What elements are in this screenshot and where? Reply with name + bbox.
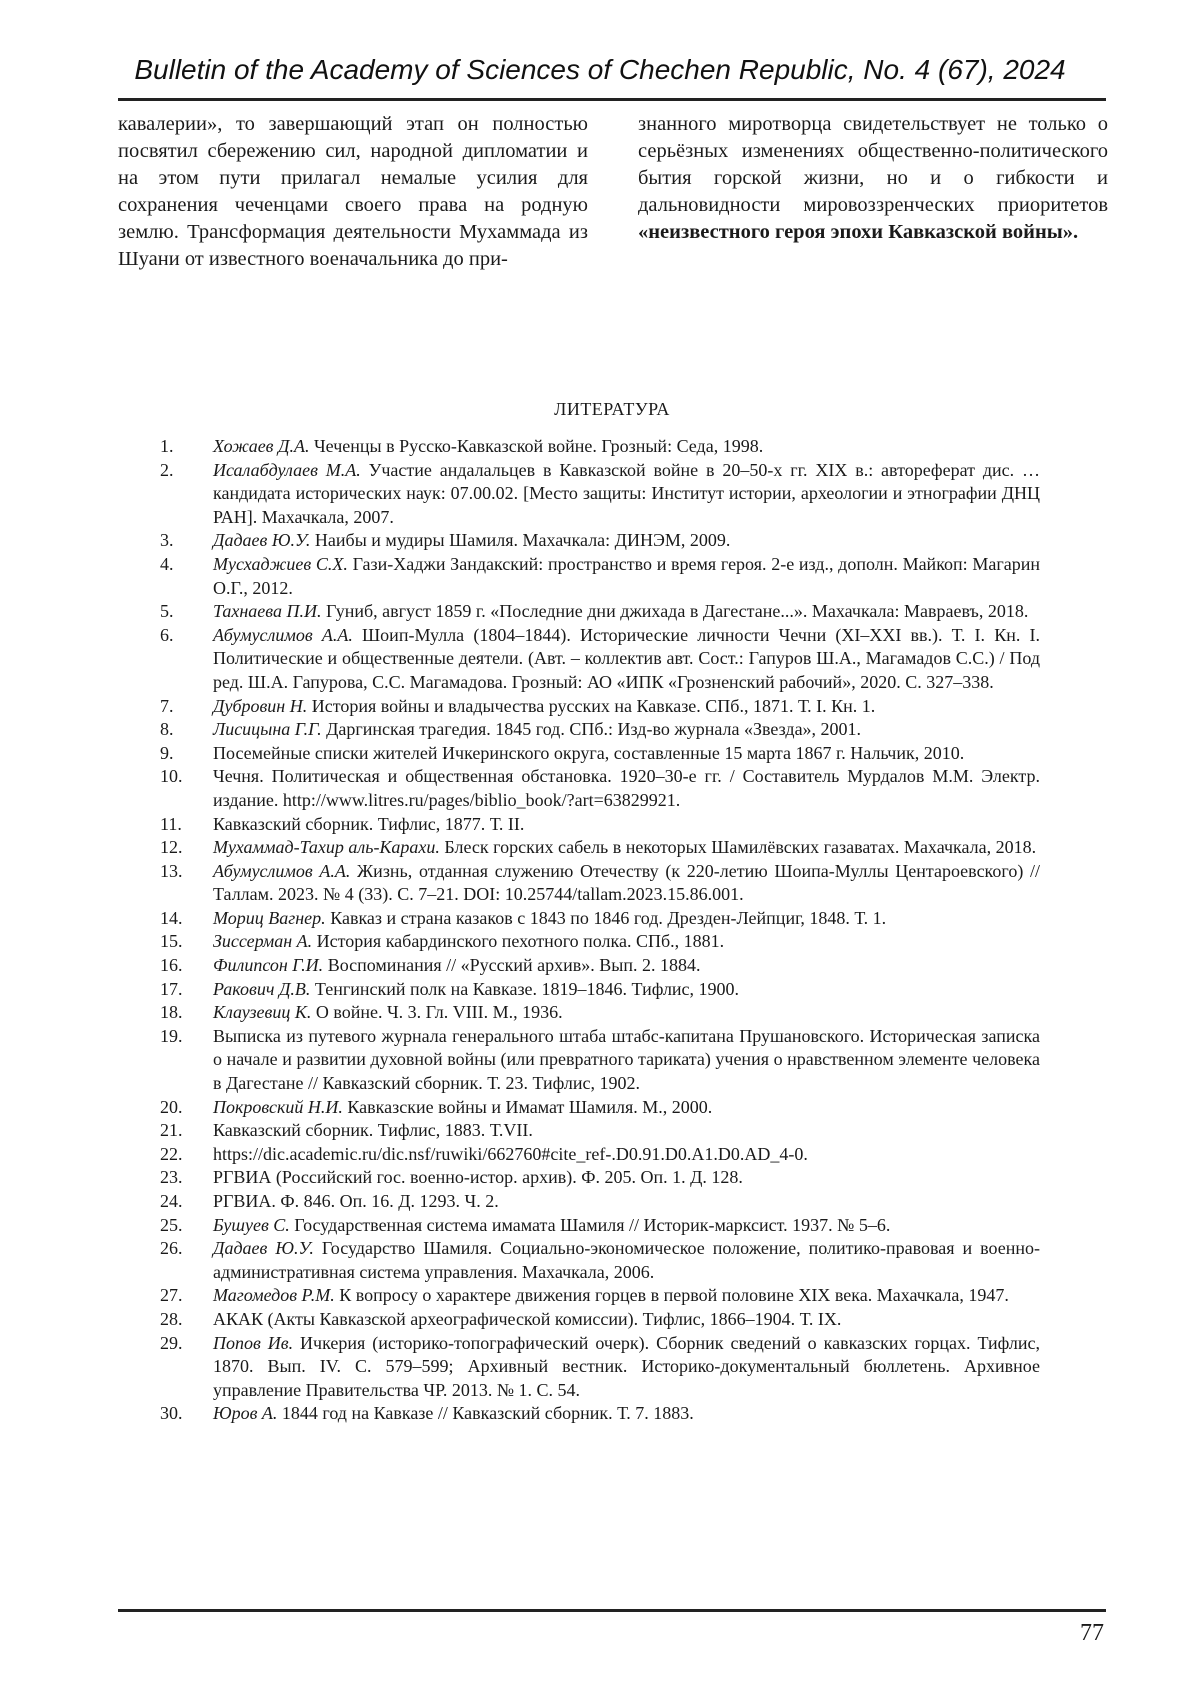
body-column-left: кавалерии», то завершающий этап он полностью посвятил сбережению сил, народной дипломатии и на этом пути прилагал немалые усилия для сохранения чеченцами своего права на родную землю. Трансформация деятельности Мухаммада из Шуани от известного военачальника до при- xyxy=(118,113,588,270)
reference-item xyxy=(160,836,1040,860)
reference-item xyxy=(160,907,1040,931)
reference-item xyxy=(160,718,1040,742)
reference-citation: Государственная система имамата Шамиля // Историк-марксист. 1937. № 5–6. xyxy=(289,1214,891,1235)
body-text-columns xyxy=(118,111,1108,273)
reference-text xyxy=(213,529,1040,553)
reference-citation: К вопросу о характере движения горцев в первой половине XIX века. Махачкала, 1947. xyxy=(334,1285,1009,1306)
header-rule xyxy=(118,98,1106,101)
reference-text xyxy=(213,765,1040,812)
reference-number: 8. xyxy=(160,719,174,740)
reference-text xyxy=(213,553,1040,600)
reference-text xyxy=(213,459,1040,530)
reference-item xyxy=(160,978,1040,1002)
reference-text xyxy=(213,1143,1040,1167)
reference-text xyxy=(213,860,1040,907)
reference-author: Дадаев Ю.У. xyxy=(213,1238,314,1259)
reference-item xyxy=(160,813,1040,837)
reference-item xyxy=(160,435,1040,459)
reference-number: 29. xyxy=(160,1332,183,1353)
reference-number: 15. xyxy=(160,931,183,952)
body-column-right xyxy=(638,111,1108,273)
reference-number: 22. xyxy=(160,1143,183,1164)
reference-citation: История кабардинского пехотного полка. СПб., 1881. xyxy=(312,931,725,952)
reference-item xyxy=(160,930,1040,954)
reference-item xyxy=(160,765,1040,812)
reference-item xyxy=(160,1001,1040,1025)
reference-item xyxy=(160,1166,1040,1190)
reference-author: Абумуслимов А.А. xyxy=(213,860,351,881)
reference-number: 7. xyxy=(160,695,174,716)
reference-author: Мухаммад-Тахир аль-Карахи. xyxy=(213,837,440,858)
reference-author: Ракович Д.В. xyxy=(213,978,311,999)
reference-item xyxy=(160,954,1040,978)
reference-author: Лисицына Г.Г. xyxy=(213,719,322,740)
reference-text xyxy=(213,1119,1040,1143)
reference-author: Покровский Н.И. xyxy=(213,1096,343,1117)
reference-text xyxy=(213,742,1040,766)
reference-citation: 1844 год на Кавказе // Кавказский сборник. Т. 7. 1883. xyxy=(277,1403,694,1424)
reference-item xyxy=(160,1332,1040,1403)
reference-citation: Шоип-Мулла (1804–1844). Исторические личности Чечни (XI–XXI вв.). Т. I. Кн. I. Политические и общественные деятели. (Авт. – коллектив авт. Сост.: Гапуров Ш.А., Магамадов С.С.) / Под ред. Ш.А. Гапурова, С.С. Магамадова. Грозный: АО «ИПК «Грозненский рабочий», 2020. С. 327–338. xyxy=(213,624,1041,692)
reference-author: Исалабдулаев М.А. xyxy=(213,459,361,480)
reference-citation: История войны и владычества русских на Кавказе. СПб., 1871. Т. I. Кн. 1. xyxy=(307,695,876,716)
reference-text xyxy=(213,1190,1040,1214)
reference-number: 14. xyxy=(160,907,183,928)
reference-item xyxy=(160,1402,1040,1426)
footer-rule xyxy=(118,1609,1106,1612)
reference-author: Филипсон Г.И. xyxy=(213,955,324,976)
body-column-right-text: знанного миротворца свидетельствует не только о серьёзных изменениях общественно-политического бытия горской жизни, но и о гибкости и дальновидности мировоззренческих приоритетов xyxy=(638,113,1108,216)
reference-author: Абумуслимов А.А. xyxy=(213,624,353,645)
reference-item xyxy=(160,1025,1040,1096)
reference-item xyxy=(160,1237,1040,1284)
reference-citation: Даргинская трагедия. 1845 год. СПб.: Изд-во журнала «Звезда», 2001. xyxy=(321,719,862,740)
reference-number: 6. xyxy=(160,624,174,645)
reference-citation: Выписка из путевого журнала генерального штаба штабс-капитана Прушановского. Историческая записка о начале и развитии духовной войны (или превратного тариката) учения о нравственном элементе человека в Дагестане // Кавказский сборник. Т. 23. Тифлис, 1902. xyxy=(213,1025,1040,1094)
reference-item xyxy=(160,600,1040,624)
reference-text xyxy=(213,600,1040,624)
reference-text xyxy=(213,695,1040,719)
reference-citation: Гази-Хаджи Зандакский: пространство и время героя. 2-е изд., дополн. Майкоп: Магарин О.Г., 2012. xyxy=(213,553,1041,598)
reference-text xyxy=(213,954,1040,978)
reference-text xyxy=(213,978,1040,1002)
reference-author: Тахнаева П.И. xyxy=(213,601,322,622)
reference-number: 26. xyxy=(160,1238,183,1259)
reference-citation: Участие андалальцев в Кавказской войне в 20–50-х гг. XIX в.: автореферат дис. …кандидата исторических наук: 07.00.02. [Место защиты: Институт истории, археологии и этнографии ДНЦ РАН]. Махачкала, 2007. xyxy=(213,459,1040,527)
page-number: 77 xyxy=(1080,1620,1104,1646)
reference-author: Магомедов Р.М. xyxy=(213,1285,335,1306)
reference-citation: Жизнь, отданная служению Отечеству (к 220-летию Шоипа-Муллы Центароевского) // Таллам. 2023. № 4 (33). С. 7–21. DOI: 10.25744/tallam.2023.15.86.001. xyxy=(213,860,1040,905)
reference-text xyxy=(213,718,1040,742)
reference-text xyxy=(213,1402,1040,1426)
reference-text xyxy=(213,930,1040,954)
reference-item xyxy=(160,1190,1040,1214)
reference-citation: АКАК (Акты Кавказской археографической комиссии). Тифлис, 1866–1904. Т. IX. xyxy=(213,1308,842,1329)
reference-number: 23. xyxy=(160,1167,183,1188)
reference-author: Бушуев С. xyxy=(213,1214,290,1235)
reference-number: 11. xyxy=(160,813,182,834)
reference-citation: Государство Шамиля. Социально-экономическое положение, политико-правовая и военно-административная система управления. Махачкала, 2006. xyxy=(213,1238,1040,1282)
reference-text xyxy=(213,1214,1040,1238)
reference-text xyxy=(213,1332,1040,1403)
reference-number: 3. xyxy=(160,530,174,551)
reference-item xyxy=(160,624,1040,695)
body-column-right-emphasis: «неизвестного героя эпохи Кавказской войны». xyxy=(638,221,1079,243)
reference-text xyxy=(213,1001,1040,1025)
reference-citation: Чечня. Политическая и общественная обстановка. 1920–30-е гг. / Составитель Мурдалов М.М. Электр. издание. http://www.litres.ru/pages/biblio_book/?art=63829921. xyxy=(213,766,1040,810)
reference-number: 20. xyxy=(160,1096,183,1117)
reference-citation: РГВИА. Ф. 846. Оп. 16. Д. 1293. Ч. 2. xyxy=(213,1191,499,1211)
reference-author: Попов Ив. xyxy=(213,1332,294,1353)
references-list xyxy=(160,435,1040,1426)
reference-text xyxy=(213,1284,1040,1308)
reference-number: 5. xyxy=(160,601,174,622)
reference-author: Дадаев Ю.У. xyxy=(213,530,311,551)
reference-citation: Ичкерия (историко-топографический очерк). Сборник сведений о кавказских горцах. Тифлис, 1870. Вып. IV. С. 579–599; Архивный вестник. Историко-документальный бюллетень. Архивное управление Правительства ЧР. 2013. № 1. С. 54. xyxy=(213,1332,1040,1400)
reference-number: 2. xyxy=(160,459,174,480)
reference-citation: Чеченцы в Русско-Кавказской войне. Грозный: Седа, 1998. xyxy=(309,436,764,456)
reference-author: Клаузевиц К. xyxy=(213,1002,312,1023)
reference-citation: Кавказ и страна казаков с 1843 по 1846 год. Дрезден-Лейпциг, 1848. Т. 1. xyxy=(325,907,887,928)
reference-item xyxy=(160,1096,1040,1120)
reference-item xyxy=(160,695,1040,719)
reference-number: 1. xyxy=(160,436,174,456)
reference-citation: Кавказский сборник. Тифлис, 1877. Т. II. xyxy=(213,813,525,834)
reference-text xyxy=(213,1308,1040,1332)
reference-number: 17. xyxy=(160,978,183,999)
reference-item xyxy=(160,860,1040,907)
reference-citation: Наибы и мудиры Шамиля. Махачкала: ДИНЭМ, 2009. xyxy=(310,530,731,551)
reference-number: 19. xyxy=(160,1025,183,1046)
reference-author: Мориц Вагнер. xyxy=(213,907,326,928)
reference-author: Хожаев Д.А. xyxy=(213,436,310,456)
reference-text xyxy=(213,435,1040,459)
reference-author: Мусхаджиев С.Х. xyxy=(213,553,348,574)
reference-citation: Кавказский сборник. Тифлис, 1883. Т.VII. xyxy=(213,1120,533,1141)
reference-text xyxy=(213,1025,1040,1096)
reference-number: 28. xyxy=(160,1308,183,1329)
reference-text xyxy=(213,907,1040,931)
reference-citation: Гуниб, август 1859 г. «Последние дни джихада в Дагестане...». Махачкала: Мавраевъ, 2018. xyxy=(321,601,1029,622)
references-heading: ЛИТЕРАТУРА xyxy=(554,399,670,419)
reference-item xyxy=(160,1119,1040,1143)
reference-item xyxy=(160,1143,1040,1167)
reference-number: 27. xyxy=(160,1285,183,1306)
reference-citation: https://dic.academic.ru/dic.nsf/ruwiki/662760#cite_ref-.D0.91.D0.A1.D0.AD_4-0. xyxy=(213,1143,808,1164)
reference-text xyxy=(213,1166,1040,1190)
reference-number: 12. xyxy=(160,837,183,858)
reference-text xyxy=(213,1237,1040,1284)
reference-number: 21. xyxy=(160,1120,183,1141)
reference-number: 16. xyxy=(160,955,183,976)
reference-number: 25. xyxy=(160,1214,183,1235)
reference-item xyxy=(160,1308,1040,1332)
reference-citation: Блеск горских сабель в некоторых Шамилёвских газаватах. Махачкала, 2018. xyxy=(439,837,1037,858)
reference-item xyxy=(160,459,1040,530)
reference-number: 4. xyxy=(160,553,174,574)
reference-author: Дубровин Н. xyxy=(213,695,308,716)
reference-text xyxy=(213,624,1040,695)
reference-item xyxy=(160,742,1040,766)
reference-number: 18. xyxy=(160,1002,183,1023)
reference-citation: Посемейные списки жителей Ичкеринского округа, составленные 15 марта 1867 г. Нальчик, 2010. xyxy=(213,742,965,763)
reference-number: 13. xyxy=(160,860,183,881)
reference-number: 10. xyxy=(160,766,183,787)
reference-item xyxy=(160,553,1040,600)
reference-citation: РГВИА (Российский гос. военно-истор. архив). Ф. 205. Оп. 1. Д. 128. xyxy=(213,1167,743,1188)
reference-item xyxy=(160,1214,1040,1238)
reference-text xyxy=(213,813,1040,837)
reference-author: Зиссерман А. xyxy=(213,931,313,952)
reference-text xyxy=(213,1096,1040,1120)
reference-citation: Тенгинский полк на Кавказе. 1819–1846. Тифлис, 1900. xyxy=(310,978,740,999)
reference-number: 30. xyxy=(160,1403,183,1424)
reference-citation: О войне. Ч. 3. Гл. VIII. М., 1936. xyxy=(311,1002,563,1023)
reference-item xyxy=(160,529,1040,553)
reference-number: 24. xyxy=(160,1191,183,1211)
journal-running-header: Bulletin of the Academy of Sciences of Chechen Republic, No. 4 (67), 2024 xyxy=(134,54,1066,85)
reference-text xyxy=(213,836,1040,860)
reference-citation: Воспоминания // «Русский архив». Вып. 2. 1884. xyxy=(323,955,701,976)
reference-number: 9. xyxy=(160,742,174,763)
reference-item xyxy=(160,1284,1040,1308)
reference-author: Юров А. xyxy=(213,1403,278,1424)
reference-citation: Кавказские войны и Имамат Шамиля. М., 2000. xyxy=(342,1096,713,1117)
